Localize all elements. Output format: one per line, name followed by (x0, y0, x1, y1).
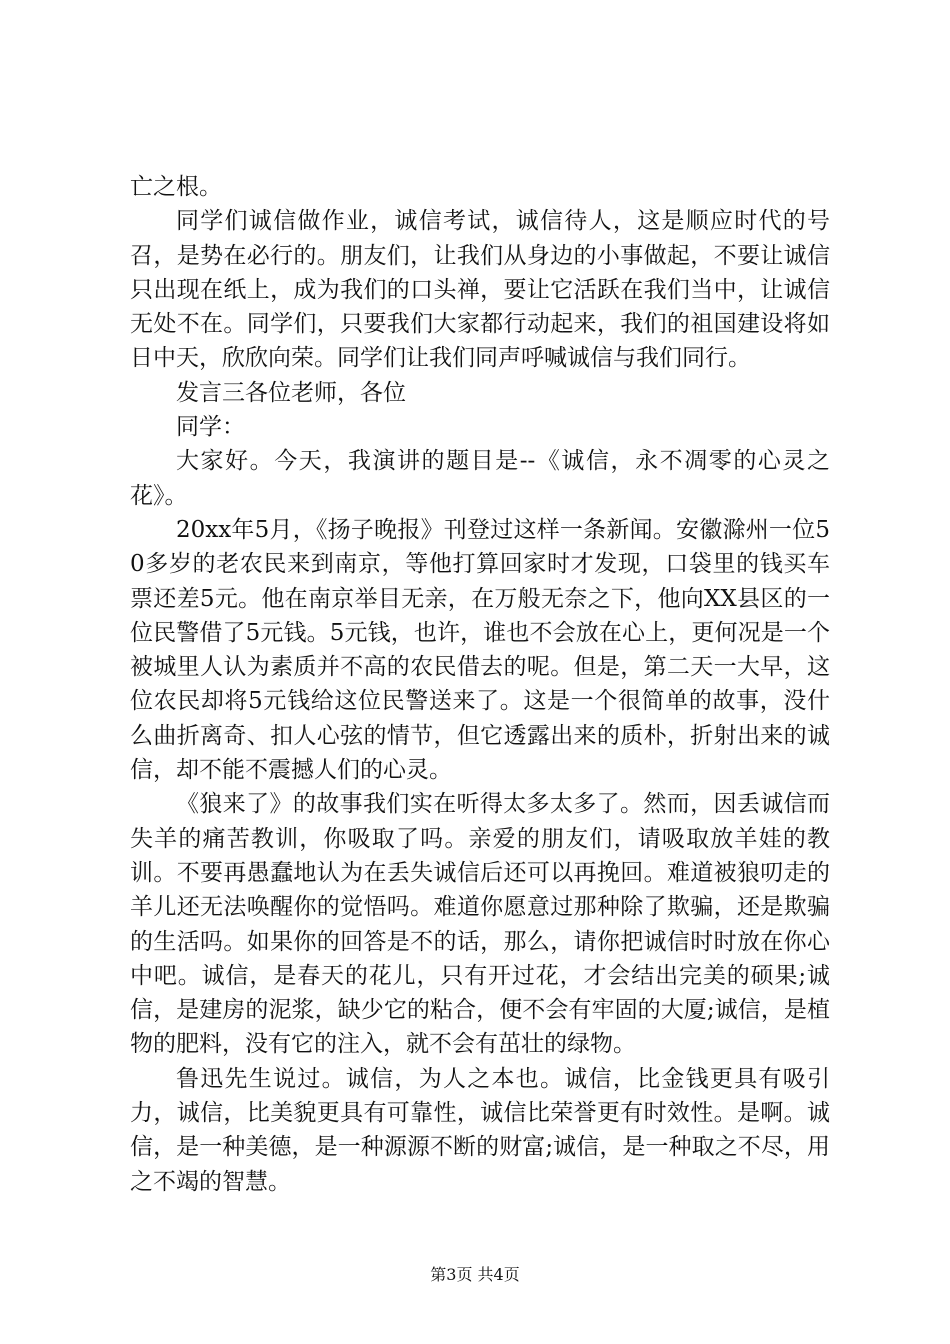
paragraph-4: 同学： (176, 414, 245, 441)
paragraph-6: 20xx年5月，《扬子晚报》刊登过这样一条新闻。安徽滁州一位50多岁的老农民来到南京，等他打算回家时才发现，口袋里的钱买车票还差5元。他在南京举目无亲，在万般无奈之下，他向XX县区的一位民警借了5元钱。5元钱，也许，谁也不会放在心上，更何况是一个被城里人认为素质并不高的农民借去的呢。但是，第二天一大早，这位农民却将5元钱给这位民警送来了。这是一个很简单的故事，没什么曲折离奇、扣人心弦的情节，但它透露出来的质朴，折射出来的诚信，却不能不震撼人们的心灵。 (130, 516, 830, 784)
paragraph-2: 同学们诚信做作业，诚信考试，诚信待人，这是顺应时代的号召，是势在必行的。朋友们，让我们从身边的小事做起，不要让诚信只出现在纸上，成为我们的口头禅，要让它活跃在我们当中，让诚信无处不在。同学们，只要我们大家都行动起来，我们的祖国建设将如日中天，欣欣向荣。同学们让我们同声呼喊诚信与我们同行。 (130, 208, 830, 372)
paragraph-7: 《狼来了》的故事我们实在听得太多太多了。然而，因丢诚信而失羊的痛苦教训，你吸取了吗。亲爱的朋友们，请吸取放羊娃的教训。不要再愚蠢地认为在丢失诚信后还可以再挽回。难道被狼叨走的羊儿还无法唤醒你的觉悟吗。难道你愿意过那种除了欺骗，还是欺骗的生活吗。如果你的回答是不的话，那么，请你把诚信时时放在你心中吧。诚信，是春天的花儿，只有开过花，才会结出完美的硕果;诚信，是建房的泥浆，缺少它的粘合，便不会有牢固的大厦;诚信，是植物的肥料，没有它的注入，就不会有茁壮的绿物。 (130, 791, 830, 1058)
page-footer (0, 1265, 950, 1285)
paragraph-3: 发言三各位老师，各位 (176, 379, 406, 406)
page-number: 第3页 共4页 (430, 1265, 520, 1284)
paragraph-1: 亡之根。 (130, 174, 222, 200)
document-body (130, 170, 830, 1199)
paragraph-8: 鲁迅先生说过。诚信，为人之本也。诚信，比金钱更具有吸引力，诚信，比美貌更具有可靠性，诚信比荣誉更有时效性。是啊。诚信，是一种美德，是一种源源不断的财富;诚信，是一种取之不尽，用之不竭的智慧。 (130, 1065, 830, 1195)
paragraph-5: 大家好。今天，我演讲的题目是--《诚信，永不凋零的心灵之花》。 (130, 448, 830, 509)
